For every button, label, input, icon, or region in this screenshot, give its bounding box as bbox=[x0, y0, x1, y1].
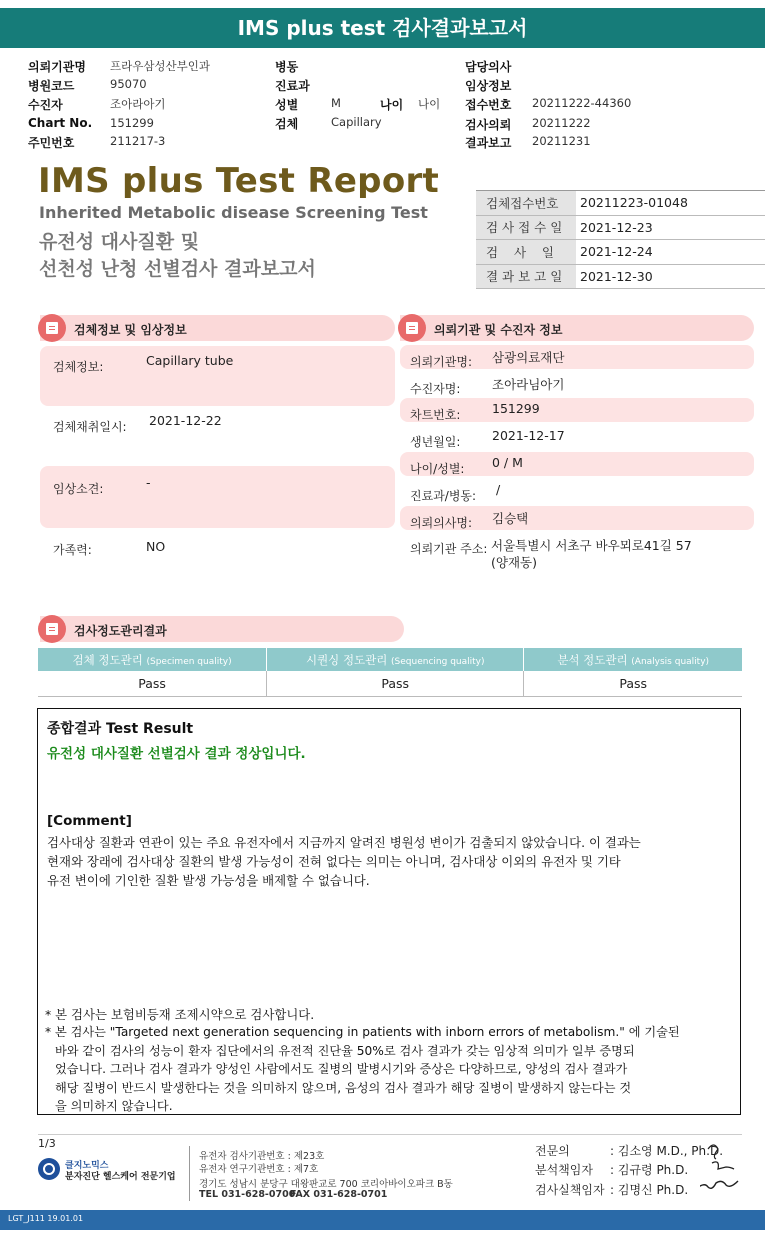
field-label: 수진자명: bbox=[410, 382, 461, 396]
table-row bbox=[476, 215, 765, 240]
field-label: 의뢰기관 주소: bbox=[410, 542, 488, 556]
field-value: 2021-12-17 bbox=[492, 428, 565, 443]
field-value: (양재동) bbox=[491, 555, 537, 570]
column-header bbox=[38, 648, 267, 671]
page-number: 1/3 bbox=[38, 1137, 56, 1150]
field-label: 차트번호: bbox=[410, 408, 461, 422]
footer-tel: TEL 031-628-0700 bbox=[199, 1189, 296, 1200]
column-sub: (Sequencing quality) bbox=[391, 656, 485, 667]
footer-info: 유전자 연구기관번호 : 제7호 bbox=[199, 1164, 319, 1175]
field-value: / bbox=[496, 482, 501, 497]
header-label: 주민번호 bbox=[28, 136, 75, 150]
field-label: 임상소견: bbox=[53, 482, 104, 496]
date-value: 2021-12-30 bbox=[576, 264, 765, 289]
company-tagline: 분자진단 헬스케어 전문기업 bbox=[65, 1172, 176, 1182]
field-label: 나이/성별: bbox=[410, 462, 465, 476]
field-value: 서울특별시 서초구 바우뫼로41길 57 bbox=[491, 538, 692, 553]
clinical-row bbox=[40, 466, 395, 528]
comment-text bbox=[47, 833, 641, 890]
field-label: 의뢰의사명: bbox=[410, 516, 473, 530]
date-value: 2021-12-24 bbox=[576, 240, 765, 265]
header-label: 임상정보 bbox=[465, 79, 512, 93]
note-line: 바와 같이 검사의 성능이 환자 집단에서의 유전적 진단율 50%로 검사 결과가 갖는 임상적 의미가 일부 증명되 bbox=[55, 1043, 635, 1058]
header-label: 성별 bbox=[275, 98, 299, 112]
comment-line: 검사대상 질환과 연관이 있는 주요 유전자에서 지금까지 알려진 병원성 변이가 검출되지 않았습니다. 이 결과는 bbox=[47, 835, 641, 850]
report-subtitle-en: Inherited Metabolic disease Screening Test bbox=[39, 203, 428, 222]
section-title: 검체정보 및 임상정보 bbox=[74, 323, 187, 337]
header-value: Capillary bbox=[331, 115, 382, 129]
column-header bbox=[267, 648, 524, 671]
header-label: 검체 bbox=[275, 117, 299, 131]
header-value: 20211222-44360 bbox=[532, 96, 632, 110]
report-subtitle-kr: 선천성 난청 선별검사 결과보고서 bbox=[39, 258, 316, 280]
footer-fax: FAX 031-628-0701 bbox=[290, 1189, 388, 1200]
comment-line: 현재와 장래에 검사대상 질환의 발생 가능성이 전혀 없다는 의미는 아니며, 검사대상 이외의 유전자 및 기타 bbox=[47, 854, 621, 869]
specimen-section-header bbox=[40, 315, 395, 341]
signer-role: 검사실책임자 bbox=[535, 1183, 605, 1197]
field-label: 의뢰기관명: bbox=[410, 355, 473, 369]
field-label: 검체채취일시: bbox=[53, 420, 127, 434]
header-value: M bbox=[331, 96, 341, 110]
comment-line: 유전 변이에 기인한 질환 발생 가능성을 배제할 수 없습니다. bbox=[47, 873, 370, 888]
signature-mark bbox=[712, 1162, 734, 1169]
field-value: 0 / M bbox=[492, 455, 523, 470]
column-sub: (Analysis quality) bbox=[631, 656, 710, 667]
note-text: * 본 검사는 보험비등재 조제시약으로 검사합니다. bbox=[45, 1007, 315, 1022]
note-line: * 본 검사는 "Targeted next generation sequencing in patients with inborn errors of metabolism." 에 기술된 bbox=[45, 1025, 680, 1039]
field-label: 진료과/병동: bbox=[410, 489, 477, 503]
patient-section-header bbox=[400, 315, 754, 341]
header-value: 조아라아기 bbox=[110, 97, 166, 111]
table-header-row bbox=[38, 648, 742, 671]
banner-title: IMS plus test 검사결과보고서 bbox=[0, 8, 765, 48]
header-label: 검사의뢰 bbox=[465, 118, 512, 132]
report-subtitle-kr: 유전성 대사질환 및 bbox=[39, 231, 200, 253]
footer-info: 경기도 성남시 분당구 대왕판교로 700 코리아바이오파크 B동 bbox=[199, 1179, 453, 1190]
signature-marks bbox=[700, 1137, 750, 1205]
header-label: 나이 bbox=[380, 98, 404, 112]
signer-name: : 김소영 M.D., Ph.D. bbox=[610, 1144, 724, 1158]
section-title: 의뢰기관 및 수진자 정보 bbox=[434, 323, 563, 337]
column-sub: (Specimen quality) bbox=[146, 656, 232, 667]
clipboard-icon bbox=[398, 314, 426, 342]
header-label: 접수번호 bbox=[465, 98, 512, 112]
field-value: 김승택 bbox=[492, 511, 529, 526]
date-label: 결 과 보 고 일 bbox=[476, 264, 576, 289]
company-logo-icon bbox=[38, 1158, 60, 1180]
quality-result: Pass bbox=[524, 671, 742, 696]
note-line: 해당 질병이 반드시 발생한다는 것을 의미하지 않으며, 음성의 검사 결과가 해당 질병이 발생하지 않는다는 것 bbox=[55, 1080, 632, 1095]
header-value: 211217-3 bbox=[110, 134, 166, 148]
header-label: 의뢰기관명 bbox=[28, 60, 86, 74]
field-label: 검체정보: bbox=[53, 360, 104, 374]
column-label: 검체 정도관리 bbox=[72, 652, 143, 667]
comment-heading: [Comment] bbox=[47, 813, 132, 829]
header-value: 나이 bbox=[418, 97, 441, 111]
result-summary: 유전성 대사질환 선별검사 결과 정상입니다. bbox=[47, 746, 306, 762]
note-line: 을 의미하지 않습니다. bbox=[55, 1099, 173, 1114]
field-value: NO bbox=[146, 539, 166, 554]
header-label: 결과보고 bbox=[465, 136, 512, 150]
header-label: 진료과 bbox=[275, 79, 310, 93]
company-name: 클지노믹스 bbox=[65, 1161, 109, 1171]
table-row bbox=[476, 240, 765, 265]
footer-separator bbox=[189, 1146, 190, 1201]
quality-table bbox=[38, 648, 742, 697]
field-label: 가족력: bbox=[53, 543, 92, 557]
signer-role: 전문의 bbox=[535, 1144, 570, 1158]
header-label: 수진자 bbox=[28, 98, 63, 112]
date-value: 2021-12-23 bbox=[576, 215, 765, 240]
report-title: IMS plus Test Report bbox=[38, 161, 440, 198]
form-code: LGT_J111 19.01.01 bbox=[8, 1214, 84, 1223]
column-label: 시퀀싱 정도관리 bbox=[305, 652, 388, 667]
signature-mark bbox=[708, 1145, 718, 1159]
signer-name: : 김규령 Ph.D. bbox=[610, 1163, 689, 1177]
field-value: 삼광의료재단 bbox=[492, 350, 565, 365]
table-row bbox=[476, 264, 765, 289]
header-label: 담당의사 bbox=[465, 60, 512, 74]
field-value: 2021-12-22 bbox=[149, 413, 222, 428]
section-title: 검사정도관리결과 bbox=[74, 624, 167, 638]
clipboard-icon bbox=[38, 314, 66, 342]
date-label: 검체접수번호 bbox=[476, 191, 576, 216]
signer-name: : 김명신 Ph.D. bbox=[610, 1183, 689, 1197]
result-heading: 종합결과 Test Result bbox=[47, 721, 194, 737]
quality-section-header bbox=[40, 616, 404, 642]
date-label: 검 사 일 bbox=[476, 240, 576, 265]
date-label: 검 사 접 수 일 bbox=[476, 215, 576, 240]
field-value: Capillary tube bbox=[146, 353, 234, 368]
header-value: 20211222 bbox=[532, 116, 591, 130]
clipboard-icon bbox=[38, 615, 66, 643]
header-value: 프라우삼성산부인과 bbox=[110, 59, 210, 73]
header-label: 병원코드 bbox=[28, 79, 75, 93]
footer-divider bbox=[38, 1134, 742, 1135]
field-value: 조아라님아기 bbox=[492, 377, 565, 392]
table-row bbox=[38, 671, 742, 696]
header-value: 20211231 bbox=[532, 134, 591, 148]
field-label: 생년월일: bbox=[410, 435, 461, 449]
dates-table bbox=[476, 190, 765, 289]
quality-result: Pass bbox=[38, 671, 267, 696]
column-label: 분석 정도관리 bbox=[557, 652, 628, 667]
field-value: - bbox=[146, 475, 151, 490]
header-label: 병동 bbox=[275, 60, 299, 74]
footer-info: 유전자 검사기관번호 : 제23호 bbox=[199, 1151, 325, 1162]
header-label: Chart No. bbox=[28, 116, 93, 130]
note-text bbox=[45, 1023, 680, 1116]
header-value: 151299 bbox=[110, 116, 154, 130]
result-box bbox=[37, 708, 741, 1115]
quality-result: Pass bbox=[267, 671, 524, 696]
date-value: 20211223-01048 bbox=[576, 191, 765, 216]
field-value: 151299 bbox=[492, 401, 540, 416]
signer-role: 분석책임자 bbox=[535, 1163, 593, 1177]
signature-mark bbox=[700, 1181, 738, 1191]
table-row bbox=[476, 191, 765, 216]
note-line: 었습니다. 그러나 검사 결과가 양성인 사람에서도 질병의 발병시기와 증상은 다양하므로, 양성의 검사 결과가 bbox=[55, 1062, 628, 1077]
column-header bbox=[524, 648, 742, 671]
footer-bar bbox=[0, 1210, 765, 1230]
header-value: 95070 bbox=[110, 77, 147, 91]
